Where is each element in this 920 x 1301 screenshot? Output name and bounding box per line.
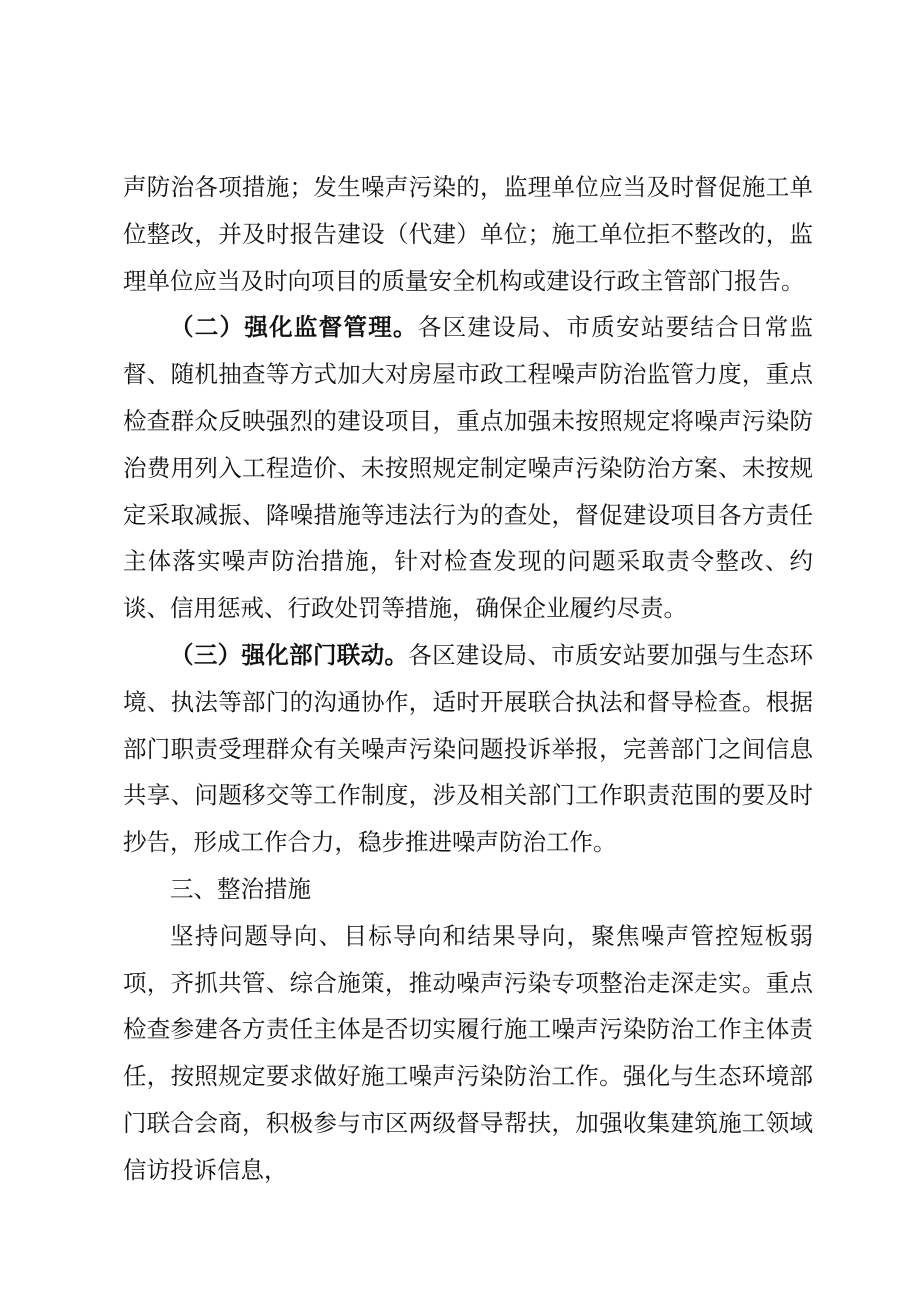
paragraph-lead-heading: （三）强化部门联动。: [170, 640, 409, 669]
document-body: [123, 164, 813, 1194]
paragraph-lead-heading: （二）强化监督管理。: [170, 313, 418, 342]
section-heading: 三、整治措施: [170, 874, 311, 903]
paragraph-department-linkage: [123, 632, 813, 866]
paragraph-continuation: [123, 164, 813, 304]
paragraph-text: 坚持问题导向、目标导向和结果导向，聚焦噪声管控短板弱项，齐抓共管、综合施策，推动噪声污染专项整治走深走实。重点检查参建各方责任主体是否切实履行施工噪声污染防治工作主体责任，按照规定要求做好施工噪声污染防治工作。强化与生态环境部门联合会商，积极参与市区两级督导帮扶，加强收集建筑施工领域信访投诉信息，: [123, 921, 813, 1184]
paragraph-text: 各区建设局、市质安站要加强与生态环境、执法等部门的沟通协作，适时开展联合执法和督导检查。根据部门职责受理群众有关噪声污染问题投诉举报，完善部门之间信息共享、问题移交等工作制度，涉及相关部门工作职责范围的要及时抄告，形成工作合力，稳步推进噪声防治工作。: [123, 640, 814, 857]
paragraph-text: 各区建设局、市质安站要结合日常监督、随机抽查等方式加大对房屋市政工程噪声防治监管力度，重点检查群众反映强烈的建设项目，重点加强未按照规定将噪声污染防治费用列入工程造价、未按照规定制定噪声污染防治方案、未按规定采取减振、降噪措施等违法行为的查处，督促建设项目各方责任主体落实噪声防治措施，针对检查发现的问题采取责令整改、约谈、信用惩戒、行政处罚等措施，确保企业履约尽责。: [123, 313, 814, 623]
paragraph-supervision: [123, 304, 813, 632]
paragraph-text: 声防治各项措施；发生噪声污染的，监理单位应当及时督促施工单位整改，并及时报告建设（代建）单位；施工单位拒不整改的，监理单位应当及时向项目的质量安全机构或建设行政主管部门报告。: [123, 173, 813, 295]
paragraph-measures: [123, 913, 813, 1194]
